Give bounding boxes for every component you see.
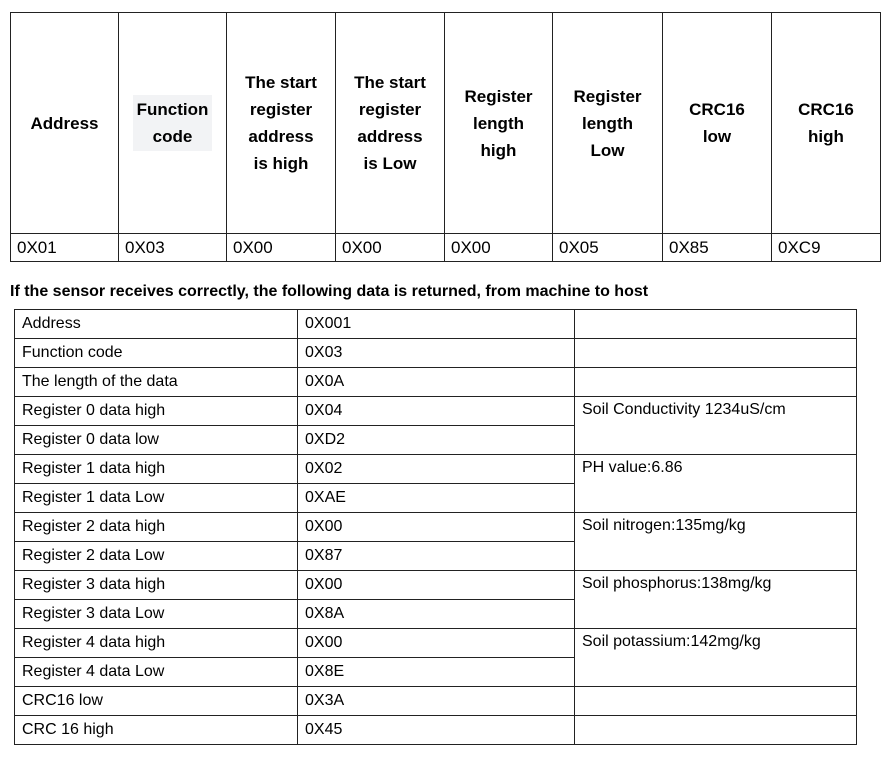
meaning-cell-conductivity: Soil Conductivity 1234uS/cm bbox=[575, 397, 857, 455]
header-address: Address bbox=[11, 13, 119, 234]
meaning-cell-ph: PH value:6.86 bbox=[575, 455, 857, 513]
value-cell: 0X45 bbox=[298, 716, 575, 745]
request-value-row bbox=[11, 234, 881, 262]
field-cell: Register 2 data Low bbox=[15, 542, 298, 571]
request-value-address: 0X01 bbox=[11, 234, 119, 262]
field-cell: Register 4 data high bbox=[15, 629, 298, 658]
table-row bbox=[15, 571, 857, 600]
field-cell: Register 0 data low bbox=[15, 426, 298, 455]
field-cell: Address bbox=[15, 310, 298, 339]
table-row bbox=[15, 629, 857, 658]
table-row bbox=[15, 716, 857, 745]
value-cell: 0X00 bbox=[298, 513, 575, 542]
table-row bbox=[15, 368, 857, 397]
value-cell: 0X001 bbox=[298, 310, 575, 339]
value-cell: 0XD2 bbox=[298, 426, 575, 455]
meaning-cell-potassium: Soil potassium:142mg/kg bbox=[575, 629, 857, 687]
request-value-start-low: 0X00 bbox=[336, 234, 445, 262]
value-cell: 0X03 bbox=[298, 339, 575, 368]
header-start-address-high: The start register address is high bbox=[227, 13, 336, 234]
field-cell: Function code bbox=[15, 339, 298, 368]
table-row bbox=[15, 397, 857, 426]
table-row bbox=[15, 687, 857, 716]
value-cell: 0X02 bbox=[298, 455, 575, 484]
watermark: ​ bbox=[351, 112, 369, 138]
table-row bbox=[15, 513, 857, 542]
value-cell: 0X00 bbox=[298, 629, 575, 658]
response-caption: If the sensor receives correctly, the following data is returned, from machine to host bbox=[10, 283, 649, 300]
value-cell: 0X00 bbox=[298, 571, 575, 600]
table-row bbox=[15, 455, 857, 484]
meaning-cell-phosphorus: Soil phosphorus:138mg/kg bbox=[575, 571, 857, 629]
header-register-length-high: Register length high bbox=[445, 13, 553, 234]
header-function-code: Function code bbox=[119, 13, 227, 234]
table-row bbox=[15, 339, 857, 368]
field-cell: Register 3 data Low bbox=[15, 600, 298, 629]
field-cell: Register 1 data Low bbox=[15, 484, 298, 513]
field-cell: Register 3 data high bbox=[15, 571, 298, 600]
meaning-cell-empty bbox=[575, 339, 857, 368]
value-cell: 0X87 bbox=[298, 542, 575, 571]
request-value-crc-low: 0X85 bbox=[663, 234, 772, 262]
value-cell: 0XAE bbox=[298, 484, 575, 513]
request-header-row bbox=[11, 13, 881, 234]
table-row bbox=[15, 310, 857, 339]
request-value-function-code: 0X03 bbox=[119, 234, 227, 262]
header-crc16-low: CRC16 low bbox=[663, 13, 772, 234]
meaning-cell-empty bbox=[575, 687, 857, 716]
request-value-length-high: 0X00 bbox=[445, 234, 553, 262]
header-crc16-high: CRC16 high bbox=[772, 13, 881, 234]
field-cell: CRC 16 high bbox=[15, 716, 298, 745]
request-value-crc-high: 0XC9 bbox=[772, 234, 881, 262]
meaning-cell-empty bbox=[575, 368, 857, 397]
value-cell: 0X04 bbox=[298, 397, 575, 426]
field-cell: Register 4 data Low bbox=[15, 658, 298, 687]
request-value-start-high: 0X00 bbox=[227, 234, 336, 262]
value-cell: 0X0A bbox=[298, 368, 575, 397]
meaning-cell-empty bbox=[575, 716, 857, 745]
field-cell: Register 1 data high bbox=[15, 455, 298, 484]
request-frame-table bbox=[10, 12, 881, 262]
field-cell: Register 2 data high bbox=[15, 513, 298, 542]
field-cell: CRC16 low bbox=[15, 687, 298, 716]
meaning-cell-empty bbox=[575, 310, 857, 339]
header-start-address-low: The start register address is Low bbox=[336, 13, 445, 234]
field-cell: The length of the data bbox=[15, 368, 298, 397]
response-frame-table bbox=[14, 309, 857, 745]
request-value-length-low: 0X05 bbox=[553, 234, 663, 262]
meaning-cell-nitrogen: Soil nitrogen:135mg/kg bbox=[575, 513, 857, 571]
value-cell: 0X8A bbox=[298, 600, 575, 629]
field-cell: Register 0 data high bbox=[15, 397, 298, 426]
value-cell: 0X3A bbox=[298, 687, 575, 716]
value-cell: 0X8E bbox=[298, 658, 575, 687]
header-register-length-low: Register length Low bbox=[553, 13, 663, 234]
